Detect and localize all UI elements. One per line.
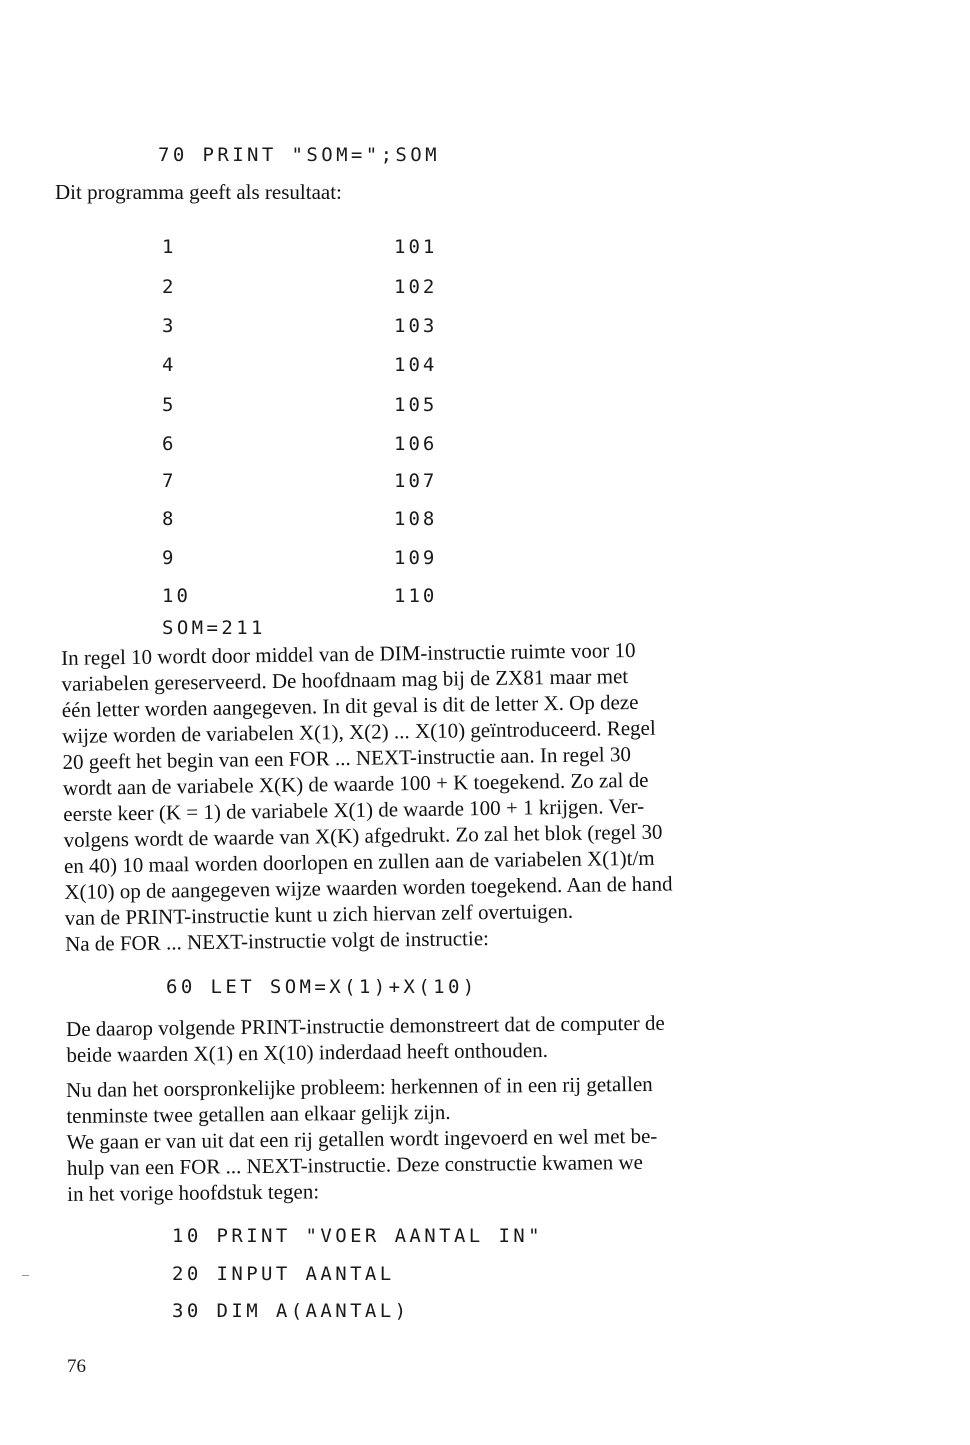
margin-mark xyxy=(22,1275,29,1276)
som-output: SOM=211 xyxy=(162,617,266,639)
text-line: De daarop volgende PRINT-instructie demonstreert dat de computer de xyxy=(65,1010,665,1041)
output-value: 102 xyxy=(394,276,438,298)
code-line-20: 20 INPUT AANTAL xyxy=(172,1263,395,1285)
text-line: eerste keer (K = 1) de variabele X(1) de waarde 100 + 1 krijgen. Ver- xyxy=(63,793,645,826)
output-value: 110 xyxy=(394,585,438,607)
text-line: 20 geeft het begin van een FOR ... NEXT-instructie aan. In regel 30 xyxy=(62,742,632,774)
output-index: 1 xyxy=(162,236,177,258)
text-line: hulp van een FOR ... NEXT-instructie. Deze constructie kwamen we xyxy=(66,1149,644,1180)
text-line: in het vorige hoofdstuk tegen: xyxy=(67,1179,320,1206)
output-index: 4 xyxy=(162,354,177,376)
output-index: 10 xyxy=(162,585,191,607)
text-line: We gaan er van uit dat een rij getallen wordt ingevoerd en wel met be- xyxy=(66,1123,658,1154)
text-line: Nu dan het oorspronkelijke probleem: herkennen of in een rij getallen xyxy=(65,1071,653,1102)
text-line: Na de FOR ... NEXT-instructie volgt de instructie: xyxy=(64,926,490,956)
page-number: 76 xyxy=(67,1356,86,1377)
text-line: van de PRINT-instructie kunt u zich hiervan zelf overtuigen. xyxy=(64,898,574,930)
text-line: beide waarden X(1) en X(10) inderdaad heeft onthouden. xyxy=(66,1037,549,1067)
output-value: 103 xyxy=(394,315,438,337)
intro-text: Dit programma geeft als resultaat: xyxy=(55,180,342,204)
output-index: 5 xyxy=(162,394,177,416)
code-line-10: 10 PRINT "VOER AANTAL IN" xyxy=(172,1225,543,1247)
output-index: 6 xyxy=(162,433,177,455)
text-line: wordt aan de variabele X(K) de waarde 100 + K toegekend. Zo zal de xyxy=(62,767,649,800)
code-line-60: 60 LET SOM=X(1)+X(10) xyxy=(166,976,478,998)
text-line: In regel 10 wordt door middel van de DIM-instructie ruimte voor 10 xyxy=(60,637,636,670)
code-line-70: 70 PRINT "SOM=";SOM xyxy=(158,144,440,166)
output-index: 2 xyxy=(162,276,177,298)
output-value: 108 xyxy=(394,508,438,530)
output-value: 104 xyxy=(394,354,438,376)
output-value: 109 xyxy=(394,547,438,569)
output-index: 7 xyxy=(162,470,177,492)
text-line: en 40) 10 maal worden doorlopen en zullen aan de variabelen X(1)t/m xyxy=(63,845,655,878)
output-value: 106 xyxy=(394,433,438,455)
text-line: volgens wordt de waarde van X(K) afgedrukt. Zo zal het blok (regel 30 xyxy=(63,819,663,852)
code-line-30: 30 DIM A(AANTAL) xyxy=(172,1300,410,1322)
text-line: variabelen gereserveerd. De hoofdnaam mag bij de ZX81 maar met xyxy=(61,664,629,696)
output-value: 107 xyxy=(394,470,438,492)
output-value: 101 xyxy=(394,236,438,258)
text-line: één letter worden aangegeven. In dit geval is dit de letter X. Op deze xyxy=(61,689,639,722)
text-line: tenminste twee getallen aan elkaar gelijk zijn. xyxy=(66,1099,451,1128)
output-index: 8 xyxy=(162,508,177,530)
output-value: 105 xyxy=(394,394,438,416)
text-line: wijze worden de variabelen X(1), X(2) ... X(10) geïntroduceerd. Regel xyxy=(62,715,656,748)
output-index: 3 xyxy=(162,315,177,337)
output-index: 9 xyxy=(162,547,177,569)
text-line: X(10) op de aangegeven wijze waarden worden toegekend. Aan de hand xyxy=(64,871,673,904)
